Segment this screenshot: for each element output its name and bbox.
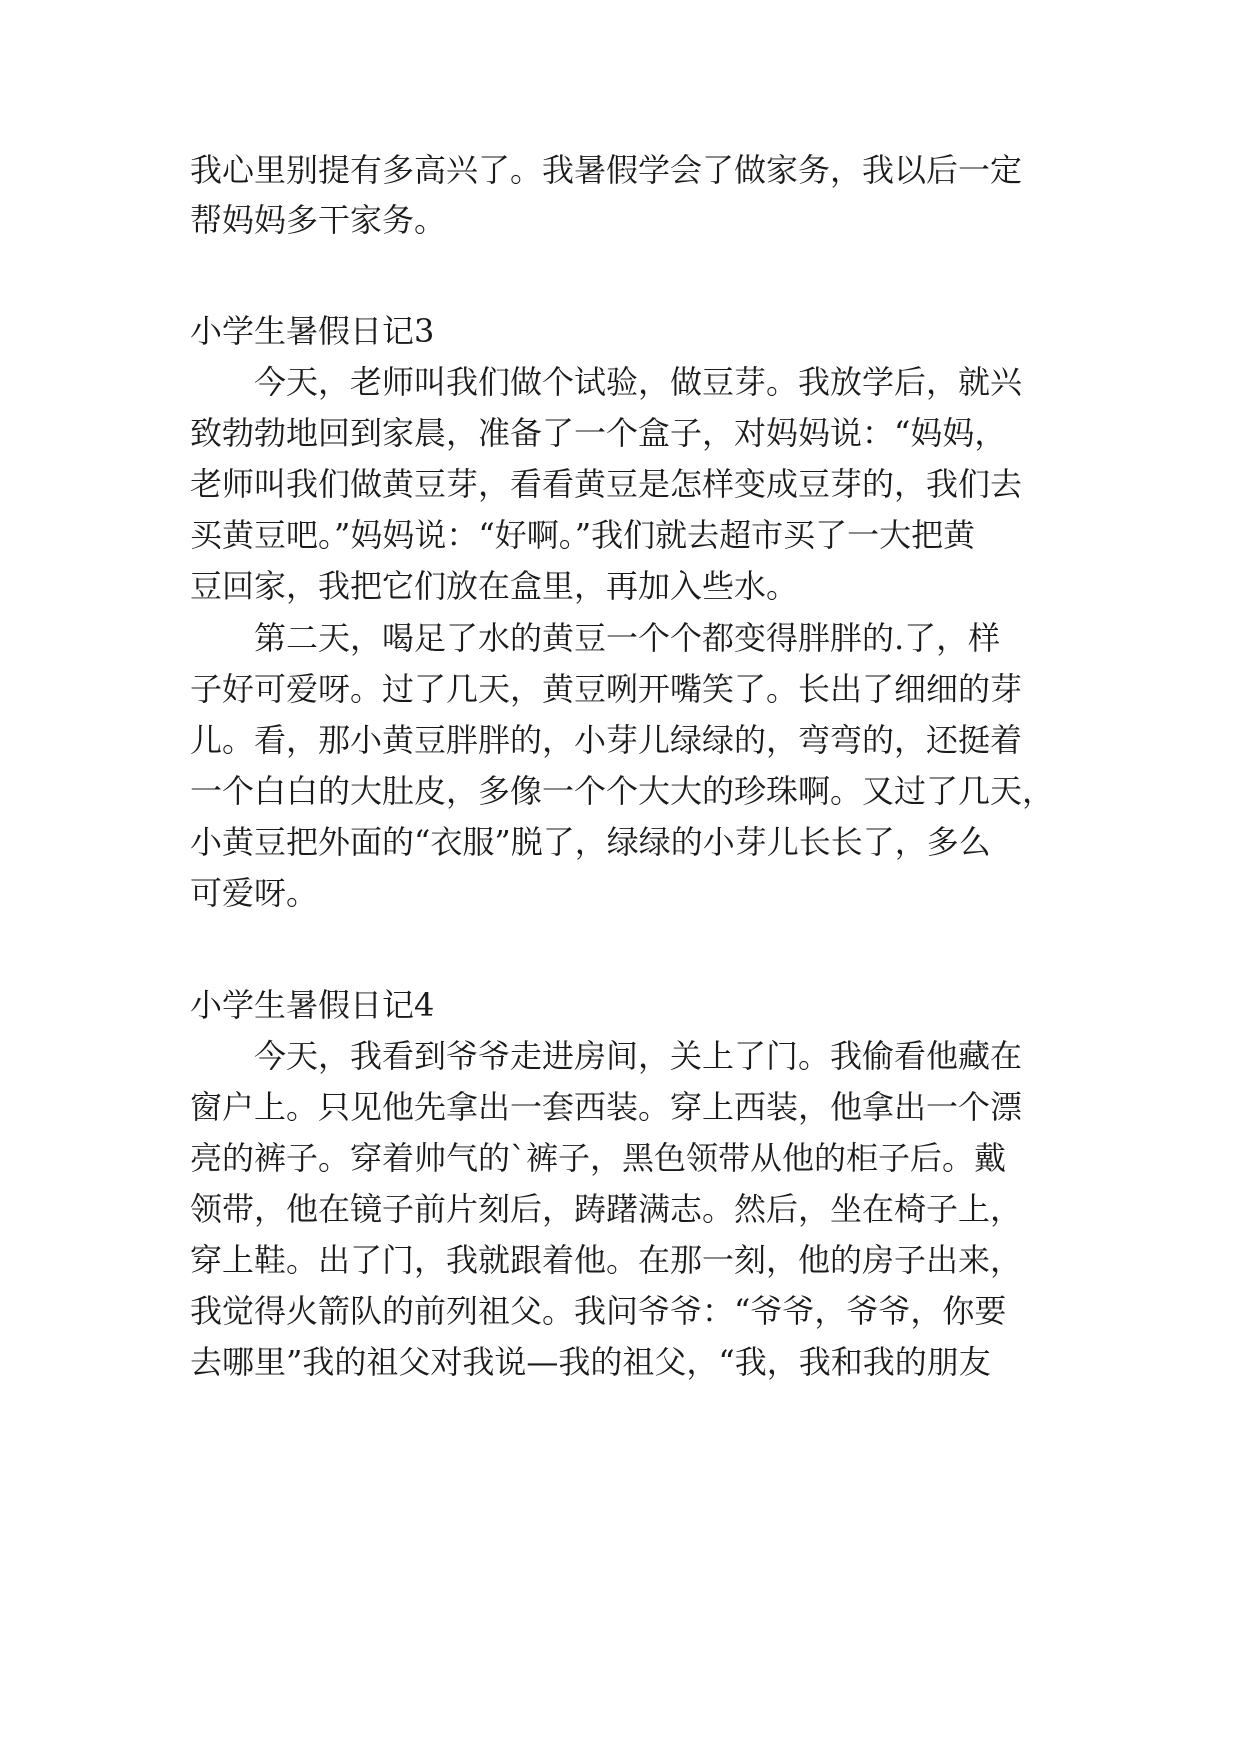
diary-3-para2-line: 一个白白的大肚皮，多像一个个大大的珍珠啊。又过了几天， (190, 772, 1055, 810)
diary-4-para1-line: 我觉得火箭队的前列祖父。我问爷爷：“爷爷，爷爷，你要 (190, 1292, 1007, 1330)
diary-3-para2-line: 小黄豆把外面的“衣服”脱了，绿绿的小芽儿长长了，多么 (190, 823, 991, 861)
diary-4-para1-line: 今天，我看到爷爷走进房间，关上了门。我偷看他藏在 (254, 1037, 1023, 1075)
diary-3-para1-line: 豆回家，我把它们放在盒里，再加入些水。 (190, 567, 799, 605)
diary-3-para2-line: 可爱呀。 (190, 874, 319, 912)
diary-4-para1-line: 领带，他在镜子前片刻后，踌躇满志。然后，坐在椅子上， (190, 1190, 1023, 1228)
diary-4-para1-line: 穿上鞋。出了门，我就跟着他。在那一刻，他的房子出来， (190, 1241, 1023, 1279)
intro-line: 帮妈妈多干家务。 (190, 201, 447, 239)
diary-3-para1-line: 买黄豆吧。”妈妈说：“好啊。”我们就去超市买了一大把黄 (190, 516, 976, 554)
diary-3-para2-line: 子好可爱呀。过了几天，黄豆咧开嘴笑了。长出了细细的芽 (190, 670, 1023, 708)
diary-4-para1-line: 去哪里”我的祖父对我说—我的祖父，“我，我和我的朋友 (190, 1343, 991, 1381)
diary-3-title: 小学生暑假日记3 (190, 312, 435, 350)
intro-line: 我心里别提有多高兴了。我暑假学会了做家务，我以后一定 (190, 151, 1023, 189)
diary-4-para1-line: 窗户上。只见他先拿出一套西装。穿上西装，他拿出一个漂 (190, 1088, 1023, 1126)
diary-3-para1-line: 致勃勃地回到家晨，准备了一个盒子，对妈妈说：“妈妈， (190, 414, 1007, 452)
diary-3-para2-line: 儿。看，那小黄豆胖胖的，小芽儿绿绿的，弯弯的，还挺着 (190, 721, 1023, 759)
diary-3-para1-line: 老师叫我们做黄豆芽，看看黄豆是怎样变成豆芽的，我们去 (190, 465, 1023, 503)
diary-4-para1-line: 亮的裤子。穿着帅气的`裤子，黑色领带从他的柜子后。戴 (190, 1139, 1007, 1177)
diary-3-para2-line: 第二天，喝足了水的黄豆一个个都变得胖胖的.了，样 (254, 619, 1001, 657)
diary-4-title: 小学生暑假日记4 (190, 986, 435, 1024)
diary-3-para1-line: 今天，老师叫我们做个试验，做豆芽。我放学后，就兴 (254, 363, 1023, 401)
